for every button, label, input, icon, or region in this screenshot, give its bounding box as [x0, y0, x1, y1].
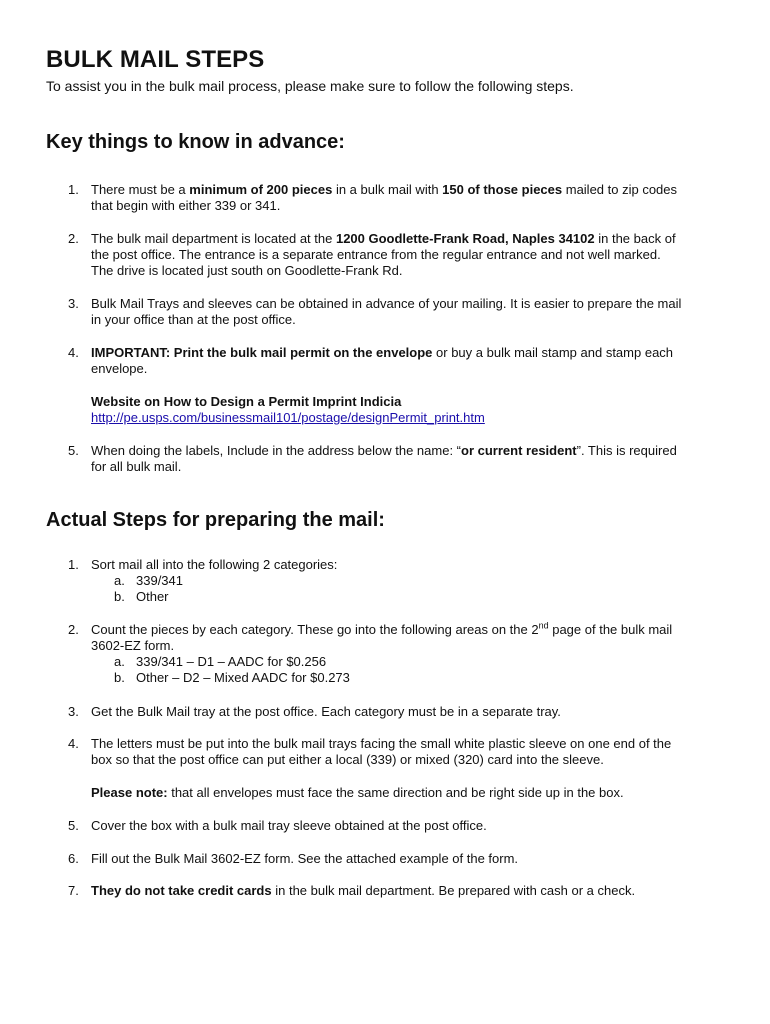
s1-item-5-line-2: for all bulk mail.: [91, 459, 182, 474]
s2-item-1-sub-a-text: 339/341: [136, 573, 183, 588]
s1-item-2-line-3: The drive is located just south on Goodlette-Frank Rd.: [91, 263, 403, 278]
emphasis-no-credit-cards: They do not take credit cards: [91, 883, 272, 898]
s2-item-7-number: 7.: [68, 883, 79, 898]
s2-item-2-sub-a-letter: a.: [114, 654, 125, 669]
s1-item-3-number: 3.: [68, 296, 79, 311]
s2-item-2-line-2: 3602-EZ form.: [91, 638, 175, 653]
s1-item-2-number: 2.: [68, 231, 79, 246]
ordinal-suffix: nd: [538, 620, 549, 631]
section-heading-actual-steps: Actual Steps for preparing the mail:: [46, 509, 385, 531]
s2-item-2-sub-a-text: 339/341 – D1 – AADC for $0.256: [136, 654, 327, 669]
s1-item-2-line-1: The bulk mail department is located at the 1200 Goodlette-Frank Road, Naples 34102 in the back of: [91, 231, 676, 246]
s2-item-1-line-1: Sort mail all into the following 2 categories:: [91, 557, 338, 572]
s1-item-1-line-2: that begin with either 339 or 341.: [91, 198, 281, 213]
page-title: BULK MAIL STEPS: [46, 46, 265, 73]
s2-item-5-number: 5.: [68, 818, 79, 833]
s1-item-3-line-1: Bulk Mail Trays and sleeves can be obtained in advance of your mailing. It is easier to prepare the mail: [91, 296, 682, 311]
s2-item-4-line-2: box so that the post office can put either a local (339) or mixed (320) card into the sleeve.: [91, 752, 604, 767]
s2-item-1-sub-a-letter: a.: [114, 573, 125, 588]
s1-item-5-line-1: When doing the labels, Include in the address below the name: “or current resident”. This is required: [91, 443, 677, 458]
s2-item-6-line-1: Fill out the Bulk Mail 3602-EZ form. See the attached example of the form.: [91, 851, 519, 866]
emphasis-current-resident: or current resident: [461, 443, 577, 458]
s2-item-5-line-1: Cover the box with a bulk mail tray sleeve obtained at the post office.: [91, 818, 487, 833]
s2-item-1-sub-b-text: Other: [136, 589, 169, 604]
s2-item-2-sub-b-text: Other – D2 – Mixed AADC for $0.273: [136, 670, 350, 685]
s2-item-6-number: 6.: [68, 851, 79, 866]
s1-item-1-line-1: There must be a minimum of 200 pieces in a bulk mail with 150 of those pieces mailed to zip codes: [91, 182, 678, 197]
s2-item-2-sub-b-letter: b.: [114, 670, 125, 685]
s1-item-4-line-1: IMPORTANT: Print the bulk mail permit on the envelope or buy a bulk mail stamp and stamp each: [91, 345, 674, 360]
s2-item-1-sub-b-letter: b.: [114, 589, 125, 604]
s1-item-1-number: 1.: [68, 182, 79, 197]
s2-item-4-note: Please note: that all envelopes must face the same direction and be right side up in the box.: [91, 785, 624, 800]
emphasis-important: IMPORTANT: Print the bulk mail permit on the envelope: [91, 345, 433, 360]
s2-item-7-line-1: They do not take credit cards in the bulk mail department. Be prepared with cash or a check.: [91, 883, 636, 898]
emphasis-please-note: Please note:: [91, 785, 168, 800]
s2-item-2-line-1: Count the pieces by each category. These go into the following areas on the 2nd page of the bulk mail: [91, 620, 673, 637]
intro-text: To assist you in the bulk mail process, please make sure to follow the following steps.: [46, 78, 574, 94]
s1-item-5-number: 5.: [68, 443, 79, 458]
s2-item-4-line-1: The letters must be put into the bulk mail trays facing the small white plastic sleeve on one end of the: [91, 736, 672, 751]
s1-item-2-line-2: the post office. The entrance is a separate entrance from the regular entrance and not well marked.: [91, 247, 661, 262]
website-label: Website on How to Design a Permit Imprint Indicia: [91, 394, 402, 409]
s2-item-3-line-1: Get the Bulk Mail tray at the post office. Each category must be in a separate tray.: [91, 704, 561, 719]
emphasis-minimum: minimum of 200 pieces: [189, 182, 333, 197]
s1-item-3-line-2: in your office than at the post office.: [91, 312, 296, 327]
s2-item-1-number: 1.: [68, 557, 79, 572]
emphasis-address: 1200 Goodlette-Frank Road, Naples 34102: [335, 231, 595, 246]
emphasis-150: 150 of those pieces: [442, 182, 563, 197]
s1-item-4-number: 4.: [68, 345, 79, 360]
s2-item-2-number: 2.: [68, 622, 79, 637]
section-heading-key-things: Key things to know in advance:: [46, 131, 345, 153]
s1-item-4-line-2: envelope.: [91, 361, 148, 376]
s2-item-3-number: 3.: [68, 704, 79, 719]
s2-item-4-number: 4.: [68, 736, 79, 751]
permit-design-link[interactable]: http://pe.usps.com/businessmail101/postage/designPermit_print.htm: [91, 410, 485, 425]
